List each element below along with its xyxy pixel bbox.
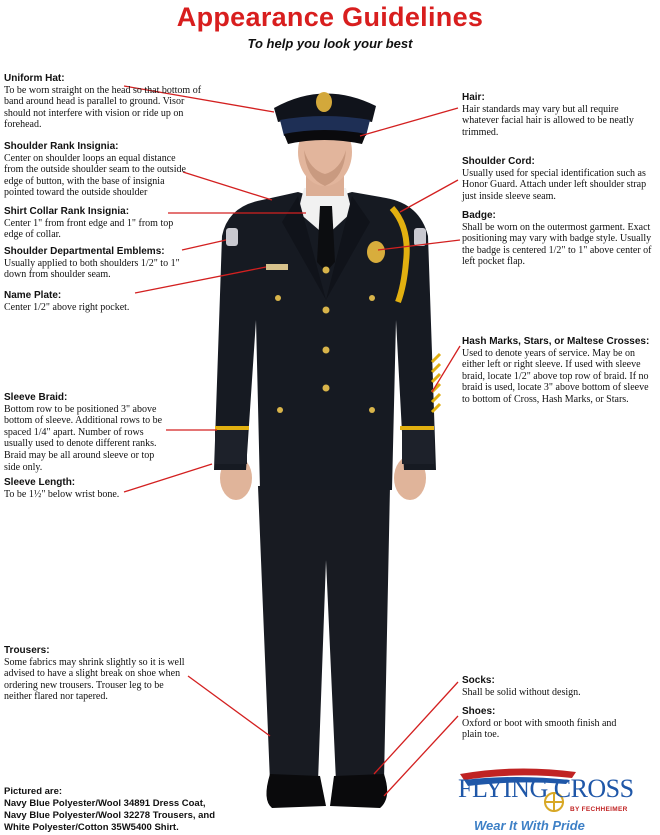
note-heading: Shoulder Cord: [462, 156, 535, 167]
pictured-line: Navy Blue Polyester/Wool 34891 Dress Coat, [4, 798, 206, 809]
name-plate [266, 264, 288, 270]
note-heading: Hash Marks, Stars, or Maltese Crosses: [462, 336, 650, 347]
brand-byline: BY FECHHEIMER [570, 806, 628, 813]
note-body: Usually applied to both shoulders 1/2" to 1" down from shoulder seam. [4, 257, 180, 281]
note-shoulder-rank [4, 141, 188, 199]
note-body: Shall be solid without design. [462, 686, 581, 698]
note-trousers [4, 645, 190, 703]
note-body: Hair standards may vary but all require whatever facial hair is allowed to be neatly trimmed. [462, 103, 634, 138]
note-body: To be worn straight on the head so that bottom of band around head is parallel to ground. Visor should not interfere with vision or ride up on forehead. [4, 84, 202, 131]
note-heading: Name Plate: [4, 290, 62, 301]
note-dept-emblems [4, 246, 186, 281]
note-heading: Shoes: [462, 706, 496, 717]
tie [317, 206, 335, 272]
note-hash-marks [462, 336, 658, 406]
note-heading: Uniform Hat: [4, 73, 65, 84]
pictured-heading: Pictured are: [4, 786, 63, 797]
note-body: Oxford or boot with smooth finish and plain toe. [462, 717, 617, 741]
note-body: Used to denote years of service. May be on either left or right sleeve. If used with sleeve braid, locate 1/2" above top row of braid. If no braid is used, locate 3" above bottom of sleeve to bottom of Cross, Hash Marks, or Stars. [462, 347, 649, 405]
note-heading: Shirt Collar Rank Insignia: [4, 206, 130, 217]
note-uniform-hat [4, 73, 204, 131]
badge [367, 241, 385, 263]
note-sleeve-braid [4, 392, 170, 473]
note-heading: Socks: [462, 675, 495, 686]
note-body: Some fabrics may shrink slightly so it is well advised to have a slight break on shoe when ordering new trousers. Trouser leg to be neither flared nor tapered. [4, 656, 185, 703]
page-subtitle: To help you look your best [247, 36, 413, 51]
note-body: To be 1½" below wrist bone. [4, 488, 120, 500]
note-heading: Shoulder Departmental Emblems: [4, 246, 165, 257]
note-name-plate [4, 290, 174, 313]
note-heading: Sleeve Length: [4, 477, 76, 488]
note-body: Center 1" from front edge and 1" from top edge of collar. [4, 217, 174, 241]
hat-badge [316, 92, 332, 112]
left-shoe [266, 774, 326, 808]
note-heading: Badge: [462, 210, 496, 221]
pictured-line: Navy Blue Polyester/Wool 32278 Trousers, and [4, 810, 216, 821]
note-heading: Shoulder Rank Insignia: [4, 141, 119, 152]
shoulder-emblem-right [226, 228, 238, 246]
right-shoe [330, 774, 387, 808]
trousers [258, 486, 390, 782]
page-title: Appearance Guidelines [176, 2, 484, 32]
note-badge [462, 210, 656, 268]
note-sleeve-length [4, 477, 174, 500]
note-collar-rank [4, 206, 174, 241]
note-socks [462, 675, 656, 698]
note-body: Bottom row to be positioned 3" above bottom of sleeve. Additional rows to be spaced 1/4" apart. Number of rows usually used to denote different ranks. Braid may be all around sleeve or top side only. [4, 403, 163, 473]
pictured-caption [4, 786, 234, 834]
note-shoulder-cord [462, 156, 654, 202]
note-body: Center on shoulder loops an equal distance from the outside shoulder seam to the outside edge of button, with the base of insignia pointed toward the outside shoulder [4, 152, 186, 199]
note-shoes [462, 706, 638, 741]
shoulder-emblem-left [414, 228, 426, 246]
note-heading: Hair: [462, 92, 485, 103]
note-heading: Sleeve Braid: [4, 392, 68, 403]
note-hair [462, 92, 656, 138]
note-body: Shall be worn on the outermost garment. Exact positioning may vary with badge style. Usually the badge is centered 1/2" to 1" above center of left pocket flap. [462, 221, 652, 268]
note-heading: Trousers: [4, 645, 50, 656]
sleeve-braid-left [400, 426, 434, 430]
brand-tagline: Wear It With Pride [474, 818, 585, 833]
brand-name: FLYING CROSS [458, 774, 634, 803]
note-body: Center 1/2" above right pocket. [4, 301, 130, 313]
sleeve-braid-right [215, 426, 249, 430]
pictured-line: White Polyester/Cotton 35W5400 Shirt. [4, 822, 179, 833]
note-body: Usually used for special identification such as Honor Guard. Attach under left shoulder strap just inside sleeve seam. [462, 167, 647, 202]
